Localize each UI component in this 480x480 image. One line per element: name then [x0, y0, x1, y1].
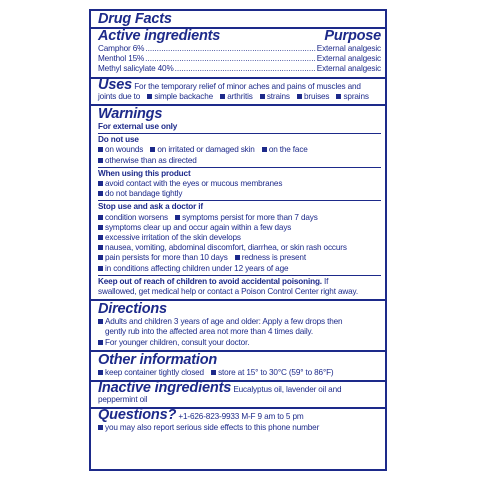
uses-text-cont: joints due to — [98, 91, 141, 101]
other-item: store at 15° to 30°C (59° to 86°F) — [218, 367, 334, 377]
keep-out-block — [98, 275, 381, 297]
uses-section — [91, 76, 385, 106]
bullet-icon — [98, 370, 103, 375]
ingredient-purpose: External analgesic — [316, 64, 381, 74]
other-information-section — [91, 352, 385, 382]
warning-item: on wounds — [105, 145, 144, 155]
warning-item: on the face — [268, 145, 308, 155]
ingredient-purpose: External analgesic — [316, 54, 381, 64]
bullet-icon — [98, 266, 103, 271]
warning-item: on irritated or damaged skin — [157, 145, 255, 155]
bullet-icon — [98, 235, 103, 240]
other-item: keep container tightly closed — [105, 367, 204, 377]
uses-item: sprains — [343, 91, 369, 101]
inactive-ingredients-text: Eucalyptus oil, lavender oil and peppermint oil — [98, 385, 342, 405]
directions-section — [91, 301, 385, 352]
directions-item: Adults and children 3 years of age and older: Apply a few drops then — [105, 317, 343, 327]
active-ingredients-heading: Active ingredients — [98, 28, 221, 44]
bullet-icon — [98, 147, 103, 152]
ingredient-name: Menthol 15% — [98, 54, 145, 64]
warning-item: pain persists for more than 10 days — [105, 253, 228, 263]
questions-phone: +1-626-823-9933 M-F 9 am to 5 pm — [178, 412, 304, 422]
uses-item: bruises — [304, 91, 330, 101]
bullet-icon — [98, 191, 103, 196]
bullet-icon — [98, 158, 103, 163]
warnings-section — [91, 106, 385, 301]
warnings-heading: Warnings — [98, 106, 163, 123]
bullet-icon — [262, 147, 267, 152]
do-not-use-block — [98, 133, 381, 166]
bullet-icon — [297, 94, 302, 99]
uses-item: arthritis — [227, 91, 253, 101]
uses-heading: Uses — [98, 76, 133, 93]
bullet-icon — [260, 94, 265, 99]
keep-out-warning: Keep out of reach of children to avoid accidental poisoning. — [98, 276, 322, 286]
drug-facts-title: Drug Facts — [98, 11, 172, 27]
bullet-icon — [150, 147, 155, 152]
bullet-icon — [98, 225, 103, 230]
keep-out-text-cont: swallowed, get medical help or contact a Poison Control Center right away. — [98, 287, 358, 297]
stop-use-heading: Stop use and ask a doctor if — [98, 202, 203, 212]
ingredient-name: Camphor 6% — [98, 44, 145, 53]
directions-item: For younger children, consult your doctor. — [105, 337, 250, 347]
bullet-icon — [98, 245, 103, 250]
drug-facts-panel — [89, 9, 387, 471]
bullet-icon — [98, 425, 103, 430]
warning-item: do not bandage tightly — [105, 189, 183, 199]
uses-item: strains — [266, 91, 290, 101]
warning-item: in conditions affecting children under 12 years of age — [105, 263, 289, 273]
warning-item: symptoms clear up and occur again within a few days — [105, 222, 292, 232]
stop-use-block — [98, 200, 381, 273]
questions-report: you may also report serious side effects to this phone number — [105, 422, 320, 432]
warning-item: symptoms persist for more than 7 days — [182, 212, 318, 222]
bullet-icon — [220, 94, 225, 99]
bullet-icon — [98, 340, 103, 345]
questions-heading: Questions? — [98, 407, 177, 424]
ingredient-row — [98, 64, 381, 74]
external-use-note: For external use only — [98, 122, 178, 132]
uses-text: For the temporary relief of minor aches and pains of muscles and — [134, 81, 361, 91]
questions-section — [91, 409, 385, 434]
active-ingredients-section — [91, 11, 385, 79]
do-not-use-heading: Do not use — [98, 135, 139, 145]
other-information-heading: Other information — [98, 351, 218, 368]
directions-heading: Directions — [98, 301, 167, 318]
bullet-icon — [98, 255, 103, 260]
inactive-ingredients-section — [91, 382, 385, 409]
purpose-heading: Purpose — [324, 28, 381, 44]
ingredient-purpose: External analgesic — [316, 44, 381, 53]
ingredient-row — [98, 44, 381, 54]
when-using-heading: When using this product — [98, 168, 191, 178]
warning-item: avoid contact with the eyes or mucous membranes — [105, 179, 283, 189]
warning-item: nausea, vomiting, abdominal discomfort, diarrhea, or skin rash occurs — [105, 243, 347, 253]
warning-item: excessive irritation of the skin develops — [105, 233, 241, 243]
warning-item: redness is present — [241, 253, 306, 263]
ingredient-name: Methyl salicylate 40% — [98, 64, 174, 74]
ingredient-row — [98, 54, 381, 64]
keep-out-text: If — [321, 276, 329, 286]
bullet-icon — [175, 215, 180, 220]
bullet-icon — [98, 215, 103, 220]
warning-item: otherwise than as directed — [105, 155, 197, 165]
uses-item: simple backache — [154, 91, 214, 101]
bullet-icon — [336, 94, 341, 99]
directions-item-cont: gently rub into the affected area not more than 4 times daily. — [105, 327, 313, 337]
inactive-ingredients-heading: Inactive ingredients — [98, 380, 232, 397]
bullet-icon — [98, 319, 103, 324]
bullet-icon — [147, 94, 152, 99]
warning-item: condition worsens — [105, 212, 168, 222]
when-using-block — [98, 167, 381, 200]
bullet-icon — [211, 370, 216, 375]
bullet-icon — [98, 181, 103, 186]
bullet-icon — [235, 255, 240, 260]
